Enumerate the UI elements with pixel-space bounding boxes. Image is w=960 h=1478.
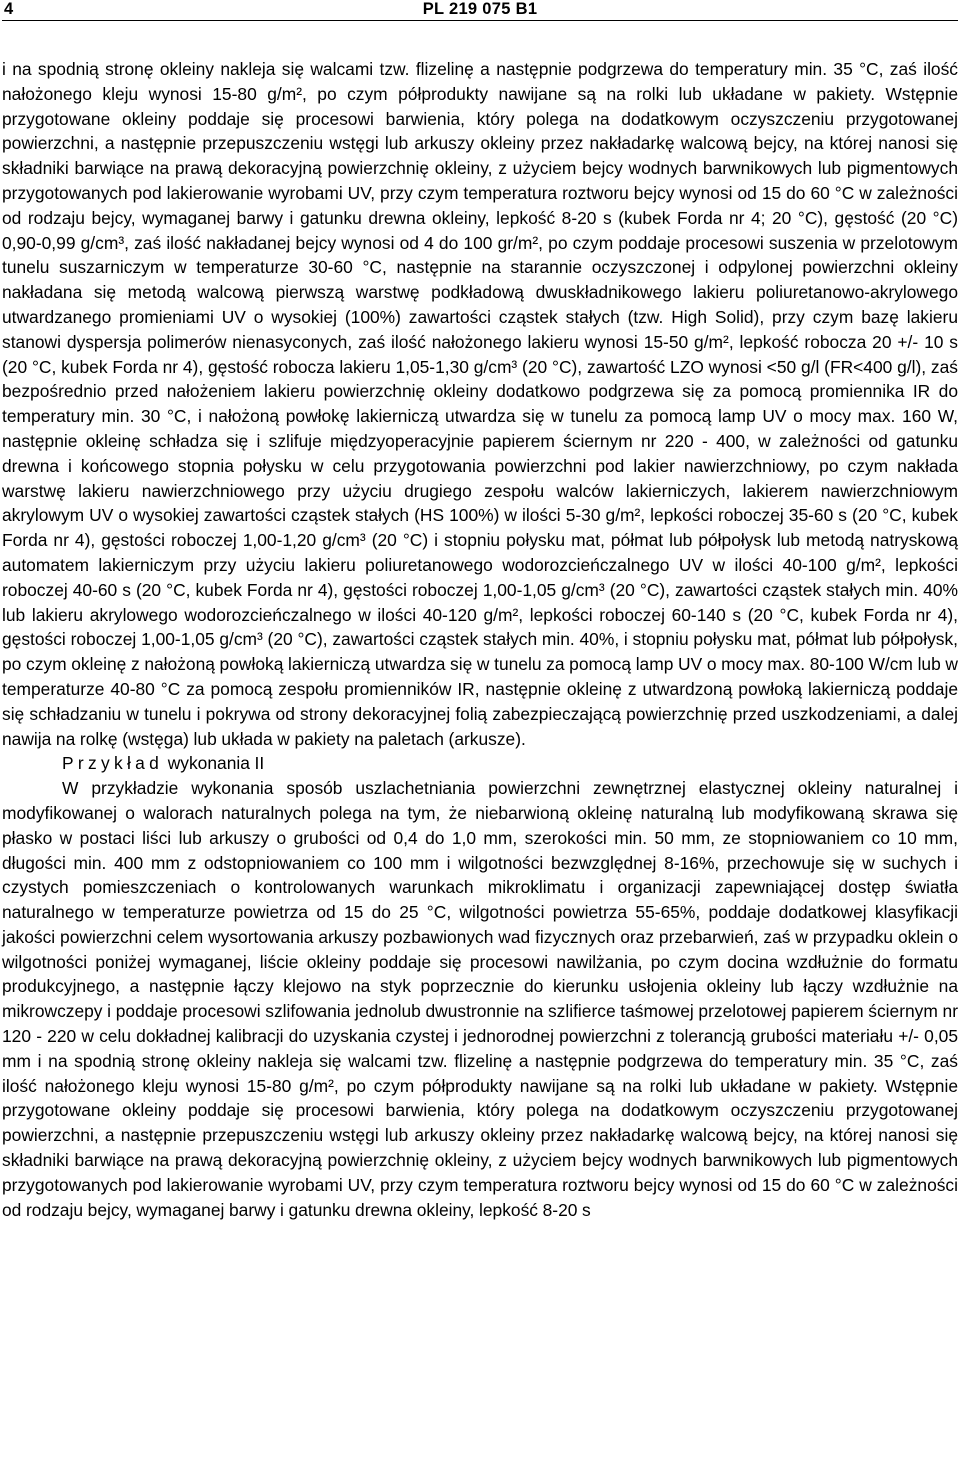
- page-number: 4: [4, 0, 14, 18]
- document-body: [2, 57, 958, 1222]
- paragraph-continued: i na spodnią stronę okleiny nakleja się walcami tzw. flizelinę a następnie podgrzewa do temperatury min. 35 °C, zaś ilość nałożonego kleju wynosi 15-80 g/m², po czym półprodukty nawijane są na rolki lub układane w pakiety. Wstępnie przygotowane okleiny poddaje się procesowi barwienia, który polega na dodatkowym oczyszczeniu przygotowanej powierzchni, a następnie przepuszczeniu wstęgi lub arkuszy okleiny przez nakładarkę walcową bejcy, na której nanosi się składniki barwiące na prawą dekoracyjną powierzchnię okleiny, z użyciem bejcy wodnych barwnikowych lub pigmentowych przygotowanych pod lakierowanie wyrobami UV, przy czym temperatura roztworu bejcy wynosi od 15 do 60 °C w zależności od rodzaju bejcy, wymaganej barwy i gatunku drewna okleiny, lepkość 8-20 s (kubek Forda nr 4; 20 °C), gęstość (20 °C) 0,90-0,99 g/cm³, zaś ilość nakładanej bejcy wynosi od 4 do 100 gr/m², po czym poddaje procesowi suszenia w przelotowym tunelu suszarniczym w temperaturze 30-60 °C, następnie na starannie oczyszczonej i odpylonej powierzchni okleiny nakładana się metodą walcową pierwszą warstwę podkładową dwuskładnikowego lakieru poliuretanowo-akrylowego utwardzanego promieniami UV o wysokiej (100%) zawartości cząstek stałych (tzw. High Solid), przy czym bazę lakieru stanowi dyspersja polimerów nienasyconych, zaś ilość nałożonego lakieru wynosi 15-50 g/m², lepkość robocza 20 +/- 10 s (20 °C, kubek Forda nr 4), gęstość robocza lakieru 1,05-1,30 g/cm³ (20 °C), zawartość LZO wynosi <50 g/l (FR<400 g/l), zaś bezpośrednio przed nałożeniem lakieru powierzchnię okleiny dodatkowo podgrzewa się za pomocą promiennika IR do temperatury min. 30 °C, i nałożoną powłokę lakierniczą utwardza się w tunelu za pomocą lamp UV o mocy max. 160 W, następnie okleinę schładza się i szlifuje międzyoperacyjnie papierem ściernym nr 220 - 400, w zależności od gatunku drewna i końcowego stopnia połysku w celu przygotowania powierzchni pod lakier nawierzchniowy, po czym nakłada warstwę lakieru nawierzchniowego przy użyciu drugiego zespołu walców lakierniczych, lakierem nawierzchniowym akrylowym UV o wysokiej zawartości cząstek stałych (HS 100%) w ilości 5-30 g/m², lepkości roboczej 35-60 s (20 °C, kubek Forda nr 4), gęstości roboczej 1,00-1,20 g/cm³ (20 °C) i stopniu połysku mat, półmat lub półpołysk lub metodą natryskową automatem lakierniczym przy użyciu lakieru poliuretanowego wodorozcieńczalnego UV w ilości 40-100 g/m², lepkości roboczej 40-60 s (20 °C, kubek Forda nr 4), gęstości roboczej 1,00-1,05 g/cm³ (20 °C), zawartości cząstek stałych min. 40% lub lakieru akrylowego wodorozcieńczalnego w ilości 40-120 g/m², lepkości roboczej 60-140 s (20 °C, kubek Forda nr 4), gęstości roboczej 1,00-1,05 g/cm³ (20 °C), zawartości cząstek stałych min. 40%, i stopniu połysku mat, półmat lub półpołysk, po czym okleinę z nałożoną powłoką lakierniczą utwardza się w tunelu za pomocą lamp UV o mocy max. 80-100 W/cm lub w temperaturze 40-80 °C za pomocą zespołu promienników IR, następnie okleinę z utwardzoną powłoką lakierniczą poddaje się schładzaniu w tunelu i pokrywa od strony dekoracyjnej folią zabezpieczającą powierzchnię przed uszkodzeniami, a dalej nawija na rolkę (wstęga) lub układa w pakiety na paletach (arkusze).: [2, 59, 958, 749]
- header-divider: [2, 20, 958, 21]
- paragraph-example-2: W przykładzie wykonania sposób uszlachetniania powierzchni zewnętrznej elastycznej okleiny naturalnej i modyfikowanej o walorach naturalnych polega na tym, że niebarwioną okleinę naturalną lub modyfikowaną skrawa się płasko w postaci liści lub arkuszy o grubości od 0,4 do 1,0 mm, szerokości min. 50 mm, ze stopniowaniem co 10 mm, długości min. 400 mm z odstopniowaniem co 100 mm i wilgotności bezwzględnej 8-16%, przechowuje się w suchych i czystych pomieszczeniach o kontrolowanych warunkach mikroklimatu i organizacji zapewniającej dostęp światła naturalnego w temperaturze powietrza od 15 do 25 °C, wilgotności powietrza 55-65%, poddaje dodatkowej klasyfikacji jakości powierzchni celem wysortowania arkuszy pozbawionych wad fizycznych oraz przebarwień, zaś w przypadku oklein o wilgotności poniżej wymaganej, liście okleiny poddaje się procesowi nawilżania, po czym docina wzdłużnie do formatu produkcyjnego, a następnie łączy klejowo na styk poprzecznie do kierunku usłojenia okleiny lub łączy wzdłużnie na mikrowczepy i poddaje procesowi szlifowania jednolub dwustronnie na szlifierce taśmowej przelotowej papierem ściernym nr 120 - 220 w celu dokładnej kalibracji do uzyskania czystej i jednorodnej powierzchni z tolerancją grubości materiału +/- 0,05 mm i na spodnią stronę okleiny nakleja się walcami tzw. flizelinę a następnie podgrzewa do temperatury min. 35 °C, zaś ilość nałożonego kleju wynosi 15-80 g/m², po czym półprodukty nawijane są na rolki lub układane w pakiety. Wstępnie przygotowane okleiny poddaje się procesowi barwienia, który polega na dodatkowym oczyszczeniu przygotowanej powierzchni, a następnie przepuszczeniu wstęgi lub arkuszy okleiny przez nakładarkę walcową bejcy, na której nanosi się składniki barwiące na prawą dekoracyjną powierzchnię okleiny, z użyciem bejcy wodnych barwnikowych lub pigmentowych przygotowanych pod lakierowanie wyrobami UV, przy czym temperatura roztworu bejcy wynosi od 15 do 60 °C w zależności od rodzaju bejcy, wymaganej barwy i gatunku drewna okleiny, lepkość 8-20 s: [2, 778, 958, 1220]
- example-heading-rest: wykonania II: [163, 753, 265, 774]
- example-heading: [62, 751, 958, 776]
- page-header: [2, 0, 958, 22]
- example-heading-spaced: Przykład: [62, 753, 164, 774]
- patent-number: PL 219 075 B1: [422, 0, 538, 18]
